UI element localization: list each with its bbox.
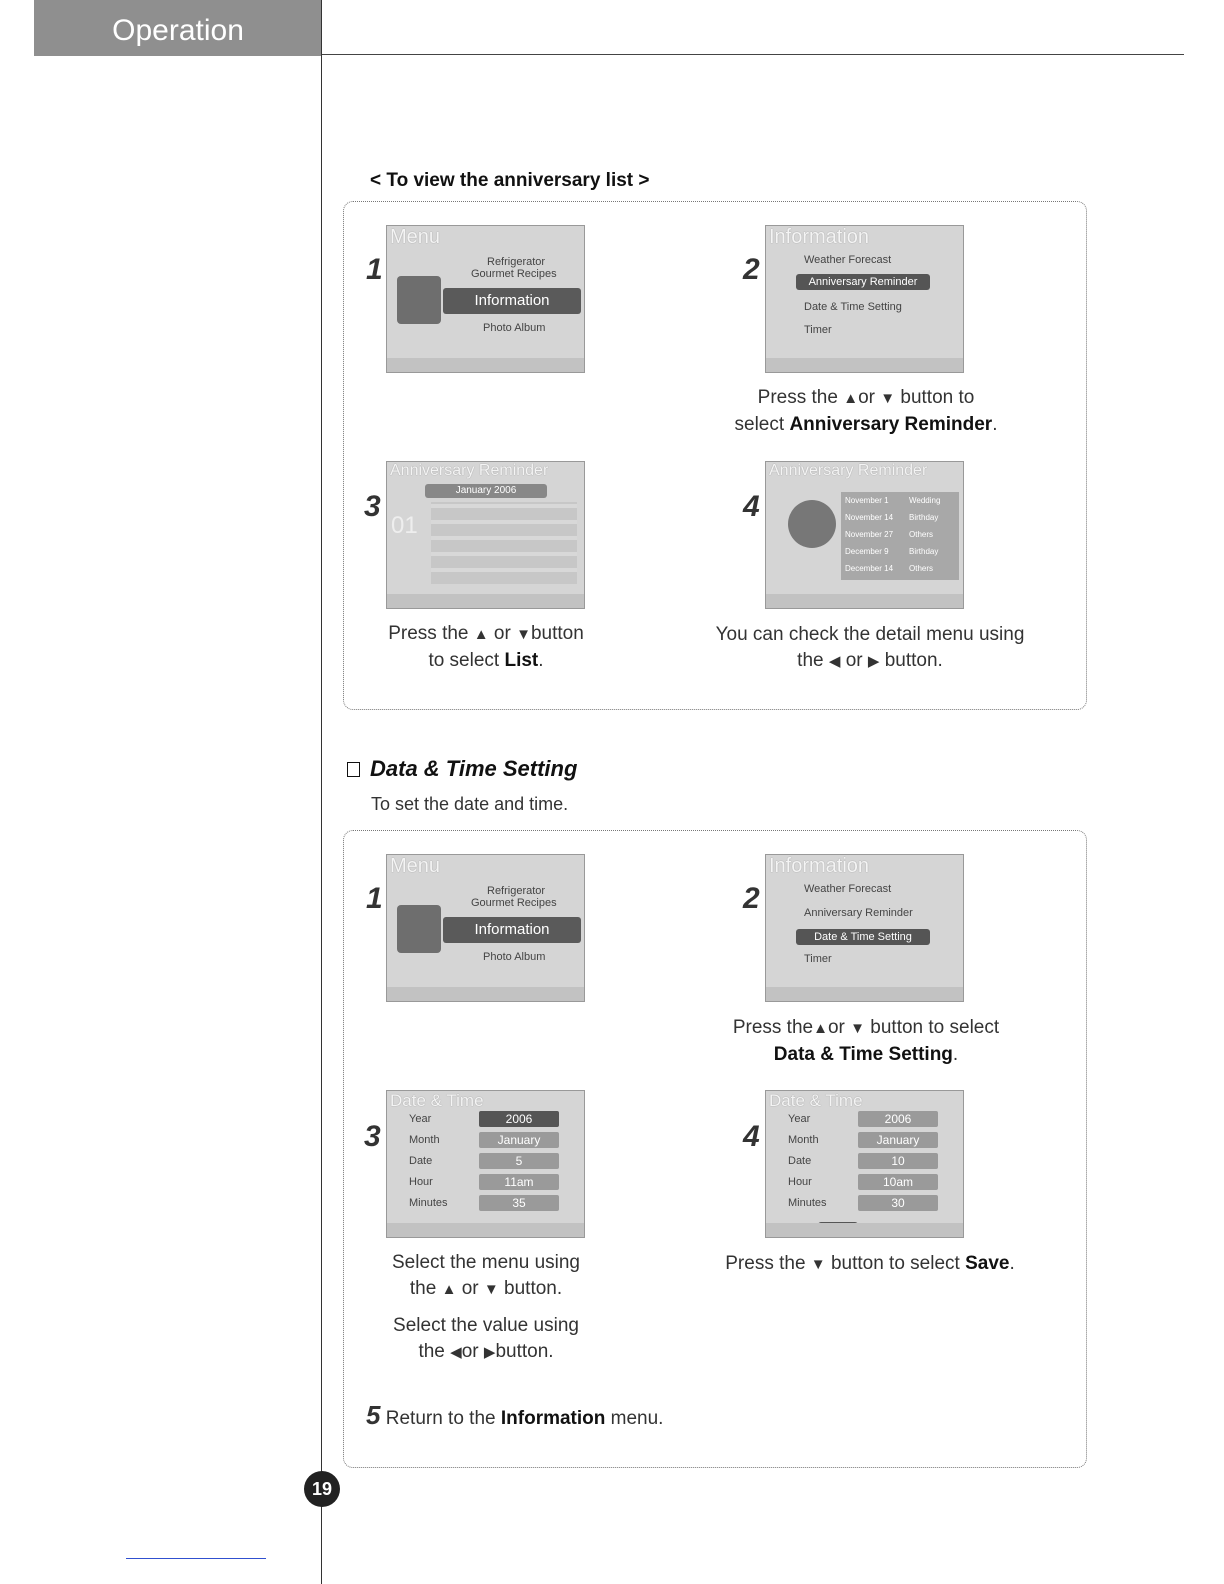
menu-item-selected: Date & Time Setting (796, 929, 930, 945)
menu-item: Photo Album (483, 951, 546, 963)
screen-title: Date & Time (390, 1091, 484, 1110)
hour-value: 11am (479, 1174, 559, 1190)
right-arrow-icon: ▶ (867, 653, 880, 670)
down-arrow-icon: ▼ (810, 1256, 826, 1273)
flower-image (788, 500, 836, 548)
screen-title: Menu (390, 226, 441, 248)
menu-item: Gourmet Recipes (471, 268, 557, 280)
hour-value: 10am (858, 1174, 938, 1190)
screen-title: Anniversary Reminder (390, 462, 549, 479)
screen-status-bar (766, 1223, 963, 1237)
screen-title: Menu (390, 855, 441, 877)
down-arrow-icon: ▼ (483, 1281, 499, 1298)
screen-status-bar (387, 594, 584, 608)
step3-caption-menu: Select the menu using the ▲ or ▼ button. (391, 1252, 580, 1299)
calendar-month: January 2006 (425, 484, 547, 498)
bullet-square-icon (347, 762, 360, 777)
date-time-subtitle: To set the date and time. (371, 794, 569, 814)
menu-item: Timer (804, 953, 832, 965)
anniversary-calendar-screen (386, 461, 585, 609)
calendar-day: 01 (391, 512, 418, 539)
date-time-heading: Data & Time Setting (347, 756, 577, 782)
menu-item: Refrigerator (487, 256, 546, 268)
screen-status-bar (766, 594, 963, 608)
screen-title: Information (769, 855, 870, 877)
step-number: 1 (366, 253, 383, 286)
menu-item-selected: Anniversary Reminder (796, 274, 930, 290)
screen-status-bar (387, 1223, 584, 1237)
menu-item: Date & Time Setting (804, 301, 902, 313)
up-arrow-icon: ▲ (813, 1020, 828, 1037)
month-value: January (858, 1132, 938, 1148)
menu-screen (386, 225, 585, 373)
page-number: 19 (304, 1471, 340, 1507)
anniversary-list-screen (765, 461, 964, 609)
left-arrow-icon: ◀ (828, 653, 841, 670)
header-section-tab: Operation (34, 0, 322, 56)
screen-status-bar (766, 987, 963, 1001)
step-number: 3 (364, 1120, 381, 1153)
screen-title: Anniversary Reminder (769, 462, 928, 479)
date-value: 5 (479, 1153, 559, 1169)
menu-item: Anniversary Reminder (804, 907, 913, 919)
information-screen (765, 854, 964, 1002)
anniversary-list: November 1 Wedding November 14 Birthday November 27 Others December 9 Birthday December 14 Others (841, 492, 959, 580)
minutes-value: 35 (479, 1195, 559, 1211)
menu-item: Weather Forecast (804, 883, 892, 895)
step-number: 4 (743, 1120, 760, 1153)
step2-caption: Press the▲or ▼ button to select Data & Time Setting. (732, 1017, 1000, 1065)
down-arrow-icon: ▼ (850, 1020, 865, 1037)
menu-item: Timer (804, 324, 832, 336)
year-value: 2006 (858, 1111, 938, 1127)
menu-item-selected: Information (443, 288, 581, 314)
screen-title: Information (769, 226, 870, 248)
step-number: 3 (364, 490, 381, 523)
step-number: 1 (366, 882, 383, 915)
up-arrow-icon: ▲ (473, 626, 489, 643)
menu-item: Weather Forecast (804, 254, 892, 266)
margin-line (321, 0, 322, 1584)
step5-instruction: 5 Return to the Information menu. (366, 1400, 664, 1430)
step2-caption: Press the ▲or ▼ button to select Anniversary Reminder. (734, 387, 998, 435)
date-time-screen: Date & Time Year Month Date Hour Minutes 2006 January 5 11am 35 (386, 1090, 585, 1238)
anniversary-list-title: < To view the anniversary list > (370, 170, 650, 191)
footer-link-line (126, 1558, 266, 1559)
menu-item-selected: Information (443, 917, 581, 943)
right-arrow-icon: ▶ (483, 1344, 496, 1361)
step-number: 5 (366, 1400, 381, 1430)
step-number: 2 (743, 253, 760, 286)
step-number: 4 (743, 490, 760, 523)
step3-caption-value: Select the value using the ◀or ▶button. (393, 1315, 579, 1362)
information-screen (765, 225, 964, 373)
date-value: 10 (858, 1153, 938, 1169)
screen-status-bar (766, 358, 963, 372)
calendar-icon (397, 905, 441, 953)
calendar-icon (397, 276, 441, 324)
date-time-save-screen: Date & Time Year Month Date Hour Minutes 2006 January 10 10am 30 (765, 1090, 964, 1238)
screen-title: Date & Time (769, 1091, 863, 1110)
left-arrow-icon: ◀ (450, 1344, 462, 1361)
menu-item: Gourmet Recipes (471, 897, 557, 909)
month-value: January (479, 1132, 559, 1148)
up-arrow-icon: ▲ (843, 390, 859, 407)
minutes-value: 30 (858, 1195, 938, 1211)
menu-screen (386, 854, 585, 1002)
screen-status-bar (387, 987, 584, 1001)
down-arrow-icon: ▼ (880, 390, 896, 407)
step4-caption: Press the ▼ button to select Save. (725, 1253, 1015, 1274)
menu-item: Refrigerator (487, 885, 546, 897)
down-arrow-icon: ▼ (516, 626, 531, 643)
header-rule (322, 54, 1184, 55)
step3-caption: Press the ▲ or ▼button to select List. (388, 623, 584, 671)
calendar-grid (431, 502, 577, 584)
screen-status-bar (387, 358, 584, 372)
step-number: 2 (743, 882, 760, 915)
step4-caption: You can check the detail menu using the ◀ or ▶ button. (715, 624, 1025, 671)
year-value: 2006 (479, 1111, 559, 1127)
menu-item: Photo Album (483, 322, 546, 334)
up-arrow-icon: ▲ (441, 1281, 457, 1298)
